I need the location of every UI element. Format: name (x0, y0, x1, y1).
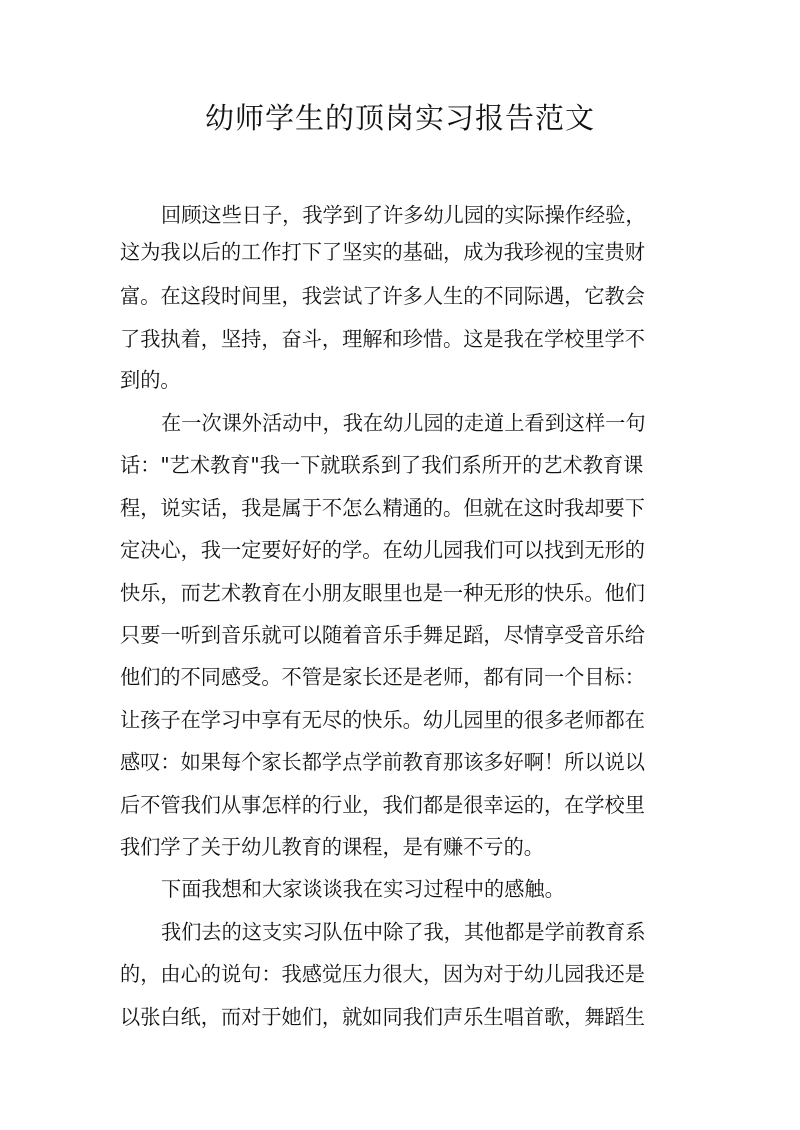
document-title: 幼师学生的顶岗实习报告范文 (204, 101, 595, 135)
paragraph-2-line-8: 让孩子在学习中享有无尽的快乐。幼儿园里的很多老师都在 (120, 708, 645, 732)
paragraph-2-line-5: 快乐，而艺术教育在小朋友眼里也是一种无形的快乐。他们 (120, 581, 645, 605)
paragraph-2-line-2: 话："艺术教育"我一下就联系到了我们系所开的艺术教育课 (120, 453, 644, 477)
paragraph-2-line-10: 后不管我们从事怎样的行业，我们都是很幸运的，在学校里 (120, 793, 645, 817)
paragraph-2-line-4: 定决心，我一定要好好的学。在幼儿园我们可以找到无形的 (120, 538, 645, 562)
paragraph-2-line-1: 在一次课外活动中，我在幼儿园的走道上看到这样一句 (161, 411, 646, 435)
paragraph-4-line-1: 我们去的这支实习队伍中除了我，其他都是学前教育系 (161, 920, 646, 944)
paragraph-4-line-3: 以张白纸，而对于她们，就如同我们声乐生唱首歌，舞蹈生 (120, 1005, 645, 1029)
paragraph-1-line-5: 到的。 (120, 368, 181, 392)
paragraph-3-line-1: 下面我想和大家谈谈我在实习过程中的感触。 (161, 877, 565, 901)
paragraph-1-line-4: 了我执着，坚持，奋斗，理解和珍惜。这是我在学校里学不 (120, 327, 645, 351)
paragraph-1-line-2: 这为我以后的工作打下了坚实的基础，成为我珍视的宝贵财 (120, 240, 645, 264)
paragraph-4-line-2: 的，由心的说句：我感觉压力很大，因为对于幼儿园我还是 (120, 962, 645, 986)
paragraph-1-line-3: 富。在这段时间里，我尝试了许多人生的不同际遇，它教会 (120, 284, 645, 308)
paragraph-2-line-11: 我们学了关于幼儿教育的课程，是有赚不亏的。 (120, 835, 544, 859)
paragraph-1-line-1: 回顾这些日子，我学到了许多幼儿园的实际操作经验， (161, 203, 646, 227)
paragraph-2-line-3: 程，说实话，我是属于不怎么精通的。但就在这时我却要下 (120, 496, 645, 520)
paragraph-2-line-7: 他们的不同感受。不管是家长还是老师，都有同一个目标： (120, 665, 645, 689)
paragraph-2-line-6: 只要一听到音乐就可以随着音乐手舞足蹈，尽情享受音乐给 (120, 623, 645, 647)
paragraph-2-line-9: 感叹：如果每个家长都学点学前教育那该多好啊！所以说以 (120, 750, 645, 774)
